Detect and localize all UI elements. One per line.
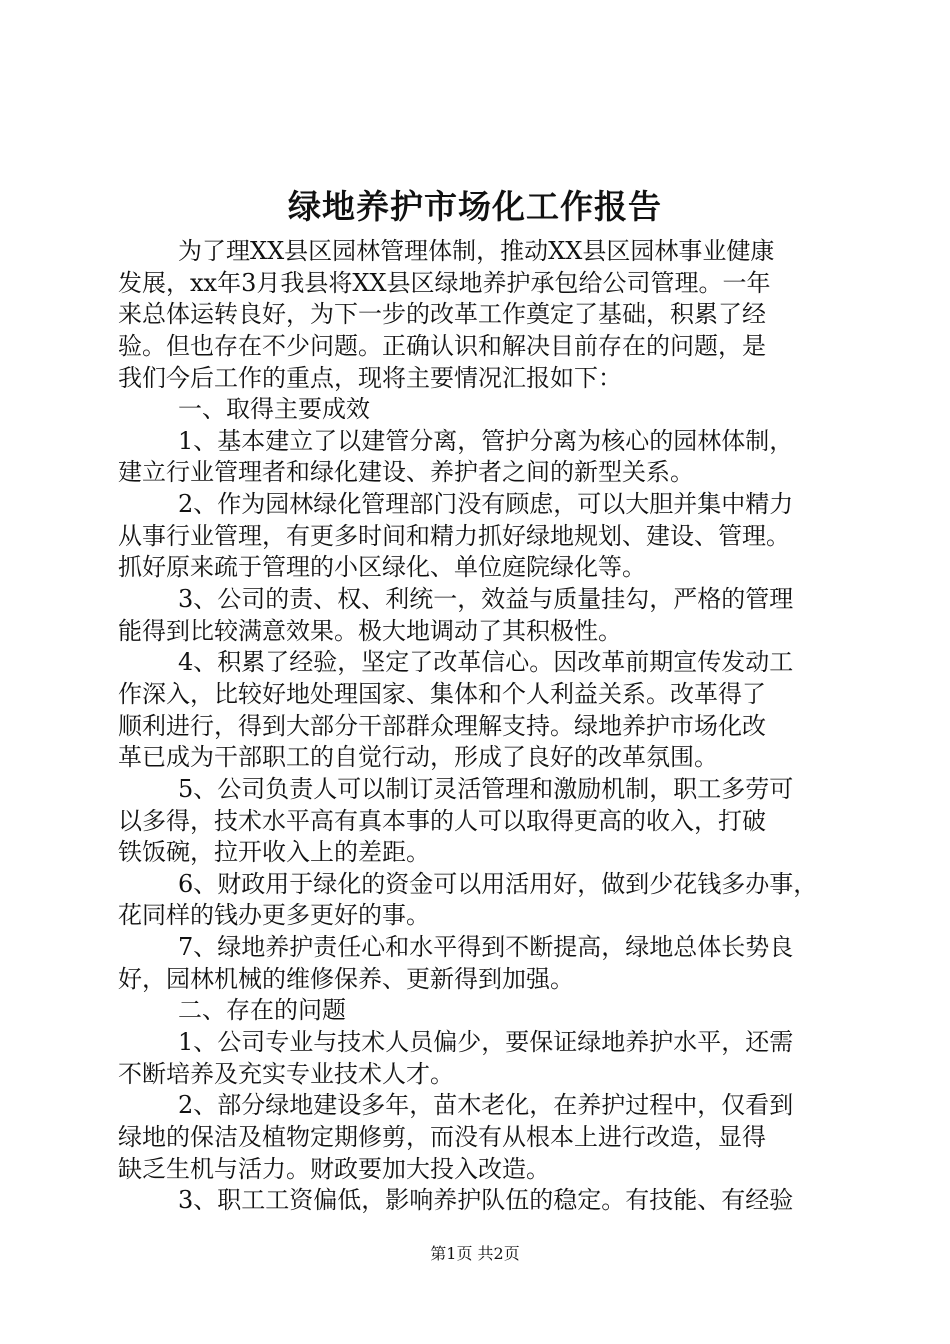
text-line: 我们今后工作的重点，现将主要情况汇报如下： bbox=[118, 363, 622, 392]
document-title: 绿地养护市场化工作报告 bbox=[288, 187, 662, 226]
text-line: 能得到比较满意效果。极大地调动了其积极性。 bbox=[118, 616, 622, 645]
text-line: 一、取得主要成效 bbox=[178, 395, 370, 424]
text-line: 绿地的保洁及植物定期修剪，而没有从根本上进行改造，显得 bbox=[118, 1122, 766, 1151]
text-line: 缺乏生机与活力。财政要加大投入改造。 bbox=[118, 1154, 550, 1183]
text-line: 1、基本建立了以建管分离，管护分离为核心的园林体制， bbox=[178, 426, 794, 455]
text-line: 为了理XX县区园林管理体制，推动XX县区园林事业健康 bbox=[178, 237, 775, 265]
document-body bbox=[118, 236, 838, 1217]
text-line: 革已成为干部职工的自觉行动，形成了良好的改革氛围。 bbox=[118, 743, 718, 772]
text-line: 3、公司的责、权、利统一，效益与质量挂勾，严格的管理 bbox=[178, 585, 794, 614]
text-line: 1、公司专业与技术人员偏少，要保证绿地养护水平，还需 bbox=[178, 1028, 794, 1057]
text-line: 验。但也存在不少问题。正确认识和解决目前存在的问题，是 bbox=[118, 331, 766, 360]
text-line: 作深入，比较好地处理国家、集体和个人利益关系。改革得了 bbox=[118, 679, 766, 708]
text-line: 从事行业管理，有更多时间和精力抓好绿地规划、建设、管理。 bbox=[118, 521, 790, 550]
text-line: 5、公司负责人可以制订灵活管理和激励机制，职工多劳可 bbox=[178, 774, 794, 803]
text-line: 抓好原来疏于管理的小区绿化、单位庭院绿化等。 bbox=[118, 553, 646, 582]
text-line: 3、职工工资偏低，影响养护队伍的稳定。有技能、有经验 bbox=[178, 1186, 794, 1215]
text-line: 顺利进行，得到大部分干部群众理解支持。绿地养护市场化改 bbox=[118, 711, 766, 740]
text-line: 4、积累了经验，坚定了改革信心。因改革前期宣传发动工 bbox=[178, 648, 794, 677]
text-line: 铁饭碗，拉开收入上的差距。 bbox=[118, 838, 430, 867]
text-line: 发展，xx年3月我县将XX县区绿地养护承包给公司管理。一年 bbox=[118, 268, 771, 297]
text-line: 7、绿地养护责任心和水平得到不断提高，绿地总体长势良 bbox=[178, 933, 794, 962]
page-footer: 第1页 共2页 bbox=[430, 1244, 520, 1263]
text-line: 2、作为园林绿化管理部门没有顾虑，可以大胆并集中精力 bbox=[178, 490, 794, 519]
text-line: 来总体运转良好，为下一步的改革工作奠定了基础，积累了经 bbox=[118, 300, 766, 329]
text-line: 以多得，技术水平高有真本事的人可以取得更高的收入，打破 bbox=[118, 806, 766, 835]
text-line: 2、部分绿地建设多年，苗木老化，在养护过程中，仅看到 bbox=[178, 1091, 794, 1120]
text-line: 6、财政用于绿化的资金可以用活用好，做到少花钱多办事， bbox=[178, 869, 818, 898]
text-line: 不断培养及充实专业技术人才。 bbox=[118, 1059, 454, 1088]
text-line: 二、存在的问题 bbox=[178, 996, 346, 1025]
text-line: 花同样的钱办更多更好的事。 bbox=[118, 901, 430, 930]
text-line: 建立行业管理者和绿化建设、养护者之间的新型关系。 bbox=[118, 458, 694, 487]
text-line: 好，园林机械的维修保养、更新得到加强。 bbox=[118, 964, 574, 993]
